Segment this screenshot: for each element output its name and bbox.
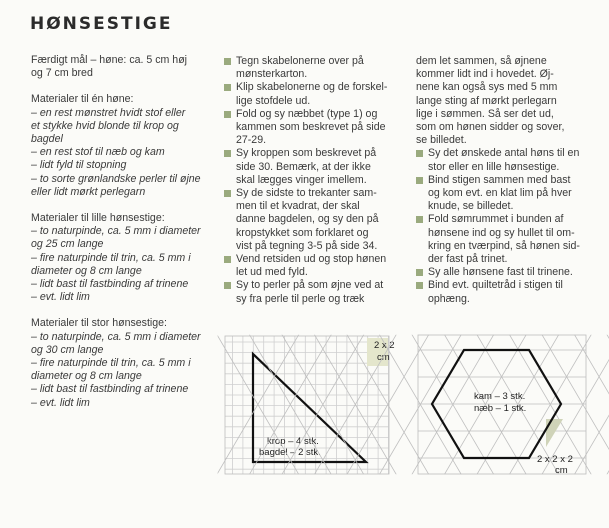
steps-column-right bbox=[416, 55, 591, 306]
instruction-step bbox=[416, 174, 591, 214]
step-line: skal lægges vinger imellem. bbox=[236, 173, 367, 186]
material-item: – to naturpinde, ca. 5 mm i diameter bbox=[31, 225, 201, 238]
square-bullet-icon bbox=[224, 282, 231, 289]
material-item: – lidt bast til fastbinding af trinene bbox=[31, 383, 189, 396]
materials-hen-heading: Materialer til én høne: bbox=[31, 93, 134, 106]
scale-unit: cm bbox=[377, 352, 390, 363]
step-line: Sy det ønskede antal høns til en bbox=[428, 147, 580, 160]
material-item: eller lidt mørkt perlegarn bbox=[31, 185, 146, 198]
square-bullet-icon bbox=[224, 84, 231, 91]
instruction-step bbox=[224, 147, 399, 187]
instruction-step bbox=[224, 279, 399, 305]
material-item: et stykke hvid blonde til krop og bbox=[31, 119, 179, 132]
square-bullet-icon bbox=[224, 111, 231, 118]
step-line: 27-29. bbox=[236, 134, 267, 147]
material-item: – lidt fyld til stopning bbox=[31, 159, 127, 172]
step-line: Klip skabelonerne og de forskel- bbox=[236, 81, 388, 94]
step-line: Vend retsiden ud og stop hønen bbox=[236, 253, 387, 266]
instruction-step bbox=[416, 279, 591, 305]
material-item: og 25 cm lange bbox=[31, 238, 104, 251]
step-line: Fold sømrummet i bunden af bbox=[428, 213, 564, 226]
square-bullet-icon bbox=[416, 177, 423, 184]
instruction-step bbox=[416, 266, 591, 279]
hexagon-label-comb: kam – 3 stk. bbox=[474, 391, 526, 402]
instruction-step bbox=[224, 253, 399, 279]
materials-column bbox=[31, 54, 206, 410]
square-bullet-icon bbox=[416, 150, 423, 157]
square-bullet-icon bbox=[416, 216, 423, 223]
instruction-step bbox=[416, 213, 591, 266]
scale-label: 2 x 2 x 2 bbox=[537, 454, 573, 465]
material-item: – lidt bast til fastbinding af trinene bbox=[31, 278, 189, 291]
scale-label: 2 x 2 bbox=[374, 340, 395, 351]
step-line: side 30. Bemærk, at der ikke bbox=[236, 160, 371, 173]
step-line: nene kan også sys med 5 mm bbox=[416, 81, 558, 94]
step-line: som om hønen sidder og sover, bbox=[416, 121, 565, 134]
step-line: lige stofdele ud. bbox=[236, 94, 311, 107]
material-item: – en rest mønstret hvidt stof eller bbox=[31, 106, 186, 119]
material-item: – en rest stof til næb og kam bbox=[31, 146, 165, 159]
intro-line: og 7 cm bred bbox=[31, 67, 93, 80]
instruction-step bbox=[224, 108, 399, 148]
square-bullet-icon bbox=[416, 282, 423, 289]
material-item: – evt. lidt lim bbox=[31, 396, 90, 409]
square-bullet-icon bbox=[416, 269, 423, 276]
step-line: og kom evt. en klat lim på hver bbox=[428, 187, 572, 200]
step-line: Sy kroppen som beskrevet på bbox=[236, 147, 377, 160]
square-bullet-icon bbox=[224, 190, 231, 197]
materials-large-heading: Materialer til stor hønsestige: bbox=[31, 317, 168, 330]
materials-large-list bbox=[31, 331, 206, 410]
material-item: – to sorte grønlandske perler til øjne bbox=[31, 172, 201, 185]
triangle-label-body: krop – 4 stk. bbox=[267, 436, 319, 447]
step-line: Sy alle hønsene fast til trinene. bbox=[428, 266, 573, 279]
square-bullet-icon bbox=[224, 58, 231, 65]
square-bullet-icon bbox=[224, 150, 231, 157]
instruction-step bbox=[224, 187, 399, 253]
step-line: kring en tværpind, så hønen sid- bbox=[428, 239, 580, 252]
materials-small-heading: Materialer til lille hønsestige: bbox=[31, 212, 165, 225]
step-line: stor eller en lille hønsestige. bbox=[428, 160, 560, 173]
triangle-template-diagram bbox=[223, 334, 395, 476]
scale-unit: cm bbox=[555, 465, 568, 476]
page-title: HØNSESTIGE bbox=[30, 14, 173, 34]
material-item: diameter og 8 cm lange bbox=[31, 264, 142, 277]
materials-small-list bbox=[31, 225, 206, 304]
step-line: Bind stigen sammen med bast bbox=[428, 173, 571, 186]
step-line: lige i sømmen. Så ser det ud, bbox=[416, 107, 554, 120]
step-line: Sy de sidste to trekanter sam- bbox=[236, 187, 377, 200]
step-line: knude, se billedet. bbox=[428, 200, 514, 213]
step-line: der fast på trinet. bbox=[428, 253, 508, 266]
step-line: dem let sammen, så øjnene bbox=[416, 55, 547, 67]
material-item: – to naturpinde, ca. 5 mm i diameter bbox=[31, 330, 201, 343]
step-line: kommer lidt ind i hovedet. Øj- bbox=[416, 68, 554, 81]
step-line: ophæng. bbox=[428, 292, 470, 305]
material-item: – fire naturpinde til trin, ca. 5 mm i bbox=[31, 357, 191, 370]
step-line: kropstykket som forklaret og bbox=[236, 226, 369, 239]
step-line: vist på tegning 3-5 på side 34. bbox=[236, 239, 378, 252]
step-line: mønsterkarton. bbox=[236, 68, 308, 81]
instruction-step bbox=[224, 81, 399, 107]
step-line: hønsene ind og sy hullet til om- bbox=[428, 226, 575, 239]
steps-right-list bbox=[416, 147, 591, 305]
material-item: – fire naturpinde til trin, ca. 5 mm i bbox=[31, 251, 191, 264]
step-line: let ud med fyld. bbox=[236, 266, 308, 279]
material-item: og 30 cm lange bbox=[31, 343, 104, 356]
step-continuation bbox=[416, 55, 591, 147]
material-item: – evt. lidt lim bbox=[31, 291, 90, 304]
step-line: men til et kvadrat, der skal bbox=[236, 200, 360, 213]
hexagon-label-beak: næb – 1 stk. bbox=[474, 403, 527, 414]
instruction-step bbox=[416, 147, 591, 173]
step-line: Bind evt. quiltetråd i stigen til bbox=[428, 279, 563, 292]
intro-line: Færdigt mål – høne: ca. 5 cm høj bbox=[31, 54, 188, 66]
triangle-label-tail: bagdel – 2 stk. bbox=[259, 447, 321, 458]
instruction-step bbox=[224, 55, 399, 81]
step-line: Tegn skabelonerne over på bbox=[236, 55, 364, 67]
material-item: bagdel bbox=[31, 133, 63, 146]
step-line: lange sting af mørkt perlegarn bbox=[416, 94, 557, 107]
step-line: kammen som beskrevet på side bbox=[236, 121, 386, 134]
step-line: sy fra perle til perle og træk bbox=[236, 292, 365, 305]
step-line: se billedet. bbox=[416, 134, 467, 147]
square-bullet-icon bbox=[224, 256, 231, 263]
hexagon-template-diagram bbox=[416, 333, 588, 476]
materials-hen-list bbox=[31, 107, 206, 199]
step-line: Sy to perler på som øjne ved at bbox=[236, 279, 384, 292]
material-item: diameter og 8 cm lange bbox=[31, 370, 142, 383]
step-line: danne bagdelen, og sy den på bbox=[236, 213, 379, 226]
step-line: Fold og sy næbbet (type 1) og bbox=[236, 107, 378, 120]
steps-column-left bbox=[224, 55, 399, 306]
